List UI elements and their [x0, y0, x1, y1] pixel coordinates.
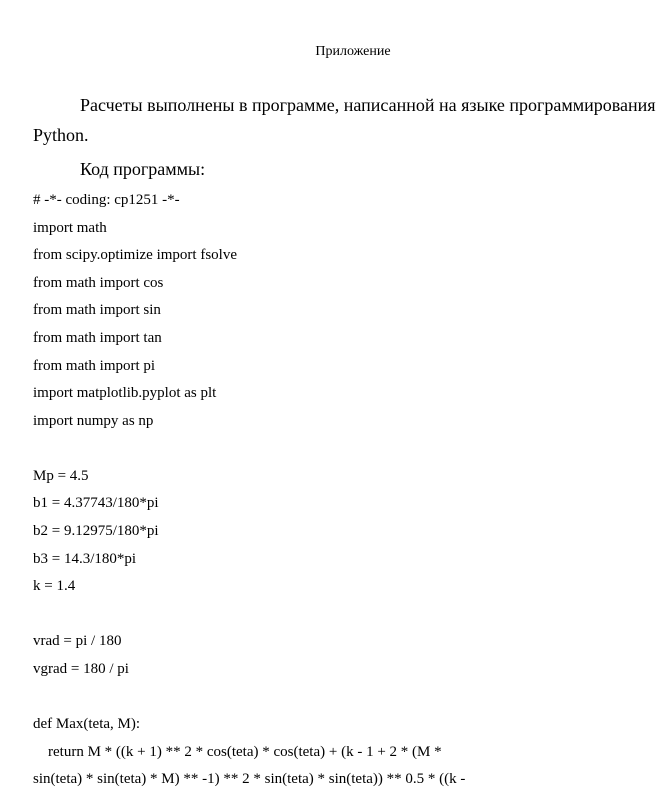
intro-paragraph-line1: Расчеты выполнены в программе, написанной на языке программирования	[80, 95, 656, 115]
code-line: return M * ((k + 1) ** 2 * cos(teta) * cos(teta) + (k - 1 + 2 * (M *	[33, 744, 442, 760]
code-line: k = 1.4	[33, 578, 76, 594]
code-line: from math import sin	[33, 302, 161, 318]
code-line: from math import cos	[33, 275, 164, 291]
intro-paragraph-line2: Python.	[33, 125, 89, 145]
code-line: import matplotlib.pyplot as plt	[33, 385, 217, 401]
code-line: from math import tan	[33, 330, 162, 346]
code-line: Mp = 4.5	[33, 468, 89, 484]
appendix-heading: Приложение	[315, 44, 391, 59]
code-line: b3 = 14.3/180*pi	[33, 551, 137, 567]
code-line: import math	[33, 220, 107, 236]
code-line: from scipy.optimize import fsolve	[33, 247, 237, 263]
code-line: import numpy as np	[33, 413, 154, 429]
code-line: vrad = pi / 180	[33, 633, 122, 649]
code-line: b1 = 4.37743/180*pi	[33, 495, 159, 511]
code-line: sin(teta) * sin(teta) * M) ** -1) ** 2 * sin(teta) * sin(teta)) ** 0.5 * ((k -	[33, 771, 466, 787]
code-line: from math import pi	[33, 358, 156, 374]
code-line: vgrad = 180 / pi	[33, 661, 129, 677]
code-line: def Max(teta, M):	[33, 716, 141, 732]
code-label: Код программы:	[80, 159, 206, 179]
code-line: b2 = 9.12975/180*pi	[33, 523, 159, 539]
code-line: # -*- coding: cp1251 -*-	[33, 192, 180, 208]
